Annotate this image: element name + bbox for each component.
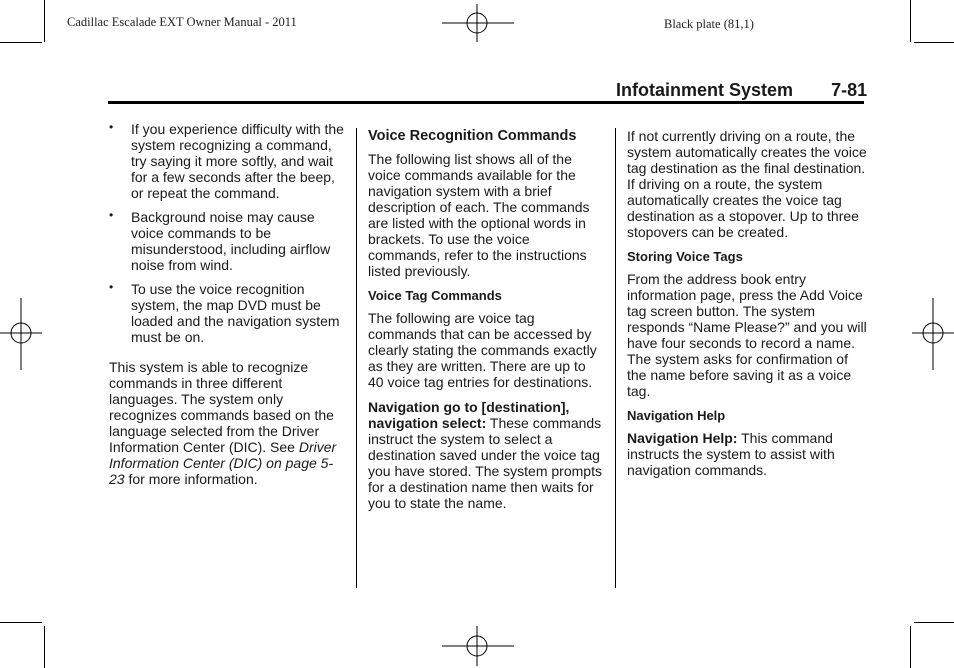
column-3 [627, 128, 867, 487]
bullet-text: To use the voice recognition system, the map DVD must be loaded and the navigation system must be on. [131, 281, 340, 345]
route-paragraph: If not currently driving on a route, the system automatically creates the voice tag destination as the final destination. If driving on a route, the system automatically creates the voice tag destination as a stopover. Up to three stopovers can be created. [627, 128, 867, 240]
bullet-glyph: • [109, 280, 114, 294]
registration-mark-bottom [442, 626, 514, 666]
bullet-text: Background noise may cause voice commands to be misunderstood, including airflow noise from wind. [131, 209, 331, 273]
voice-tag-paragraph: The following are voice tag commands that can be accessed by clearly stating the commands exactly as they are written. There are up to 40 voice tag entries for destinations. [368, 310, 597, 390]
registration-mark-right [912, 298, 954, 370]
running-head-left: Cadillac Escalade EXT Owner Manual - 2011 [67, 15, 297, 29]
section-title: Infotainment System [616, 80, 794, 100]
column-divider-2 [615, 128, 616, 588]
subheading-voice-tag-commands: Voice Tag Commands [368, 288, 502, 303]
nav-help-paragraph: Navigation Help: This command instructs the system to assist with navigation commands. [627, 430, 835, 478]
storing-paragraph: From the address book entry information page, press the Add Voice tag screen button. The system responds “Name Please?” and you will have four seconds to record a name. The system asks for confirmation of the name before saving it as a voice tag. [627, 271, 867, 399]
intro-paragraph: The following list shows all of the voice commands available for the navigation system with a brief description of each. The commands are listed with the optional words in brackets. To use the voice commands, refer to the instructions listed previously. [368, 151, 590, 279]
running-head-right: Black plate (81,1) [664, 17, 754, 31]
list-item [109, 121, 347, 201]
subheading-storing-voice-tags: Storing Voice Tags [627, 249, 743, 264]
registration-mark-top [442, 4, 514, 42]
dic-cross-reference[interactable]: Driver Information Center (DIC) on page 5-23 [109, 439, 337, 487]
column-1 [109, 121, 347, 496]
column-divider-1 [356, 128, 357, 588]
nav-help-label: Navigation Help: [627, 430, 738, 446]
header-rule [108, 101, 864, 104]
column-2 [368, 128, 602, 520]
bullet-glyph: • [109, 208, 114, 222]
page-header [616, 80, 867, 101]
subheading-navigation-help: Navigation Help [627, 408, 726, 423]
registration-mark-left [0, 298, 42, 370]
page-number: 7-81 [831, 80, 868, 100]
nav-go-paragraph: Navigation go to [destination], navigation select: These commands instruct the system to select a destination saved under the voice tag you have stored. The system prompts for a destination name then waits for you to state the name. [368, 399, 602, 511]
list-item [109, 209, 347, 273]
bullet-text: If you experience difficulty with the system recognizing a command, try saying it more softly, and wait for a few seconds after the beep, or repeat the command. [131, 121, 344, 201]
list-item [109, 281, 347, 345]
section-heading: Voice Recognition Commands [368, 128, 577, 144]
bullet-glyph: • [109, 120, 114, 134]
language-paragraph: This system is able to recognize commands in three different languages. The system only recognizes commands based on the language selected from the Driver Information Center (DIC). See Driver Information Center (DIC) on page 5-23 for more information. [109, 359, 337, 487]
nav-go-label: Navigation go to [destination], navigation select: [368, 399, 570, 431]
